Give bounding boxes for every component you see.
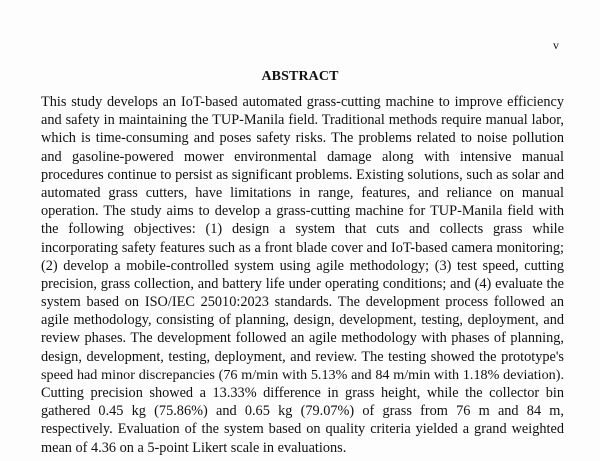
abstract-line: procedures continue to persist as significant problems. Existing solutions, such as solar and: [41, 166, 564, 183]
abstract-line: and safety in maintaining the TUP-Manila field. Traditional methods require manual labor,: [41, 112, 564, 129]
abstract-line: speed had minor discrepancies (76 m/min with 5.13% and 84 m/min with 1.18% deviation).: [41, 366, 564, 383]
abstract-line: the following objectives: (1) design a system that cuts and collects grass while: [41, 221, 564, 238]
abstract-line: precision, grass collection, and battery life under operating conditions; and (4) evaluate the: [41, 275, 564, 292]
abstract-line: automated grass cutters, have limitations in range, features, and reliance on manual: [41, 184, 564, 201]
abstract-line: This study develops an IoT-based automated grass-cutting machine to improve efficiency: [41, 94, 564, 110]
abstract-line: Cutting precision showed a 13.33% difference in grass height, while the collector bin: [41, 385, 564, 401]
abstract-line: gathered 0.45 kg (75.86%) and 0.65 kg (79.07%) of grass from 76 m and 84 m,: [41, 403, 564, 420]
page-number: v: [553, 38, 559, 52]
abstract-heading: ABSTRACT: [261, 69, 339, 84]
abstract-line: review phases. The development followed an agile methodology with phases of planning,: [41, 330, 564, 347]
abstract-line: operation. The study aims to develop a grass-cutting machine for TUP-Manila field with: [41, 203, 564, 220]
abstract-line: design, development, testing, deployment, and review. The testing showed the prototype's: [41, 348, 564, 365]
abstract-line: system based on ISO/IEC 25010:2023 standards. The development process followed an: [41, 294, 564, 311]
abstract-line: respectively. Evaluation of the system based on quality criteria yielded a grand weighted: [41, 421, 564, 438]
abstract-line: which is time-consuming and poses safety risks. The problems related to noise pollution: [41, 130, 564, 147]
abstract-line: and gasoline-powered mower environmental damage along with intensive manual: [41, 148, 564, 165]
abstract-body: [41, 93, 564, 457]
abstract-line: incorporating safety features such as a front blade cover and IoT-based camera monitoring;: [41, 239, 564, 256]
abstract-line: agile methodology, consisting of planning, design, development, testing, deployment, and: [41, 312, 564, 329]
abstract-line: mean of 4.36 on a 5-point Likert scale in evaluations.: [41, 439, 347, 456]
abstract-line: (2) develop a mobile-controlled system using agile methodology; (3) test speed, cutting: [41, 257, 564, 274]
